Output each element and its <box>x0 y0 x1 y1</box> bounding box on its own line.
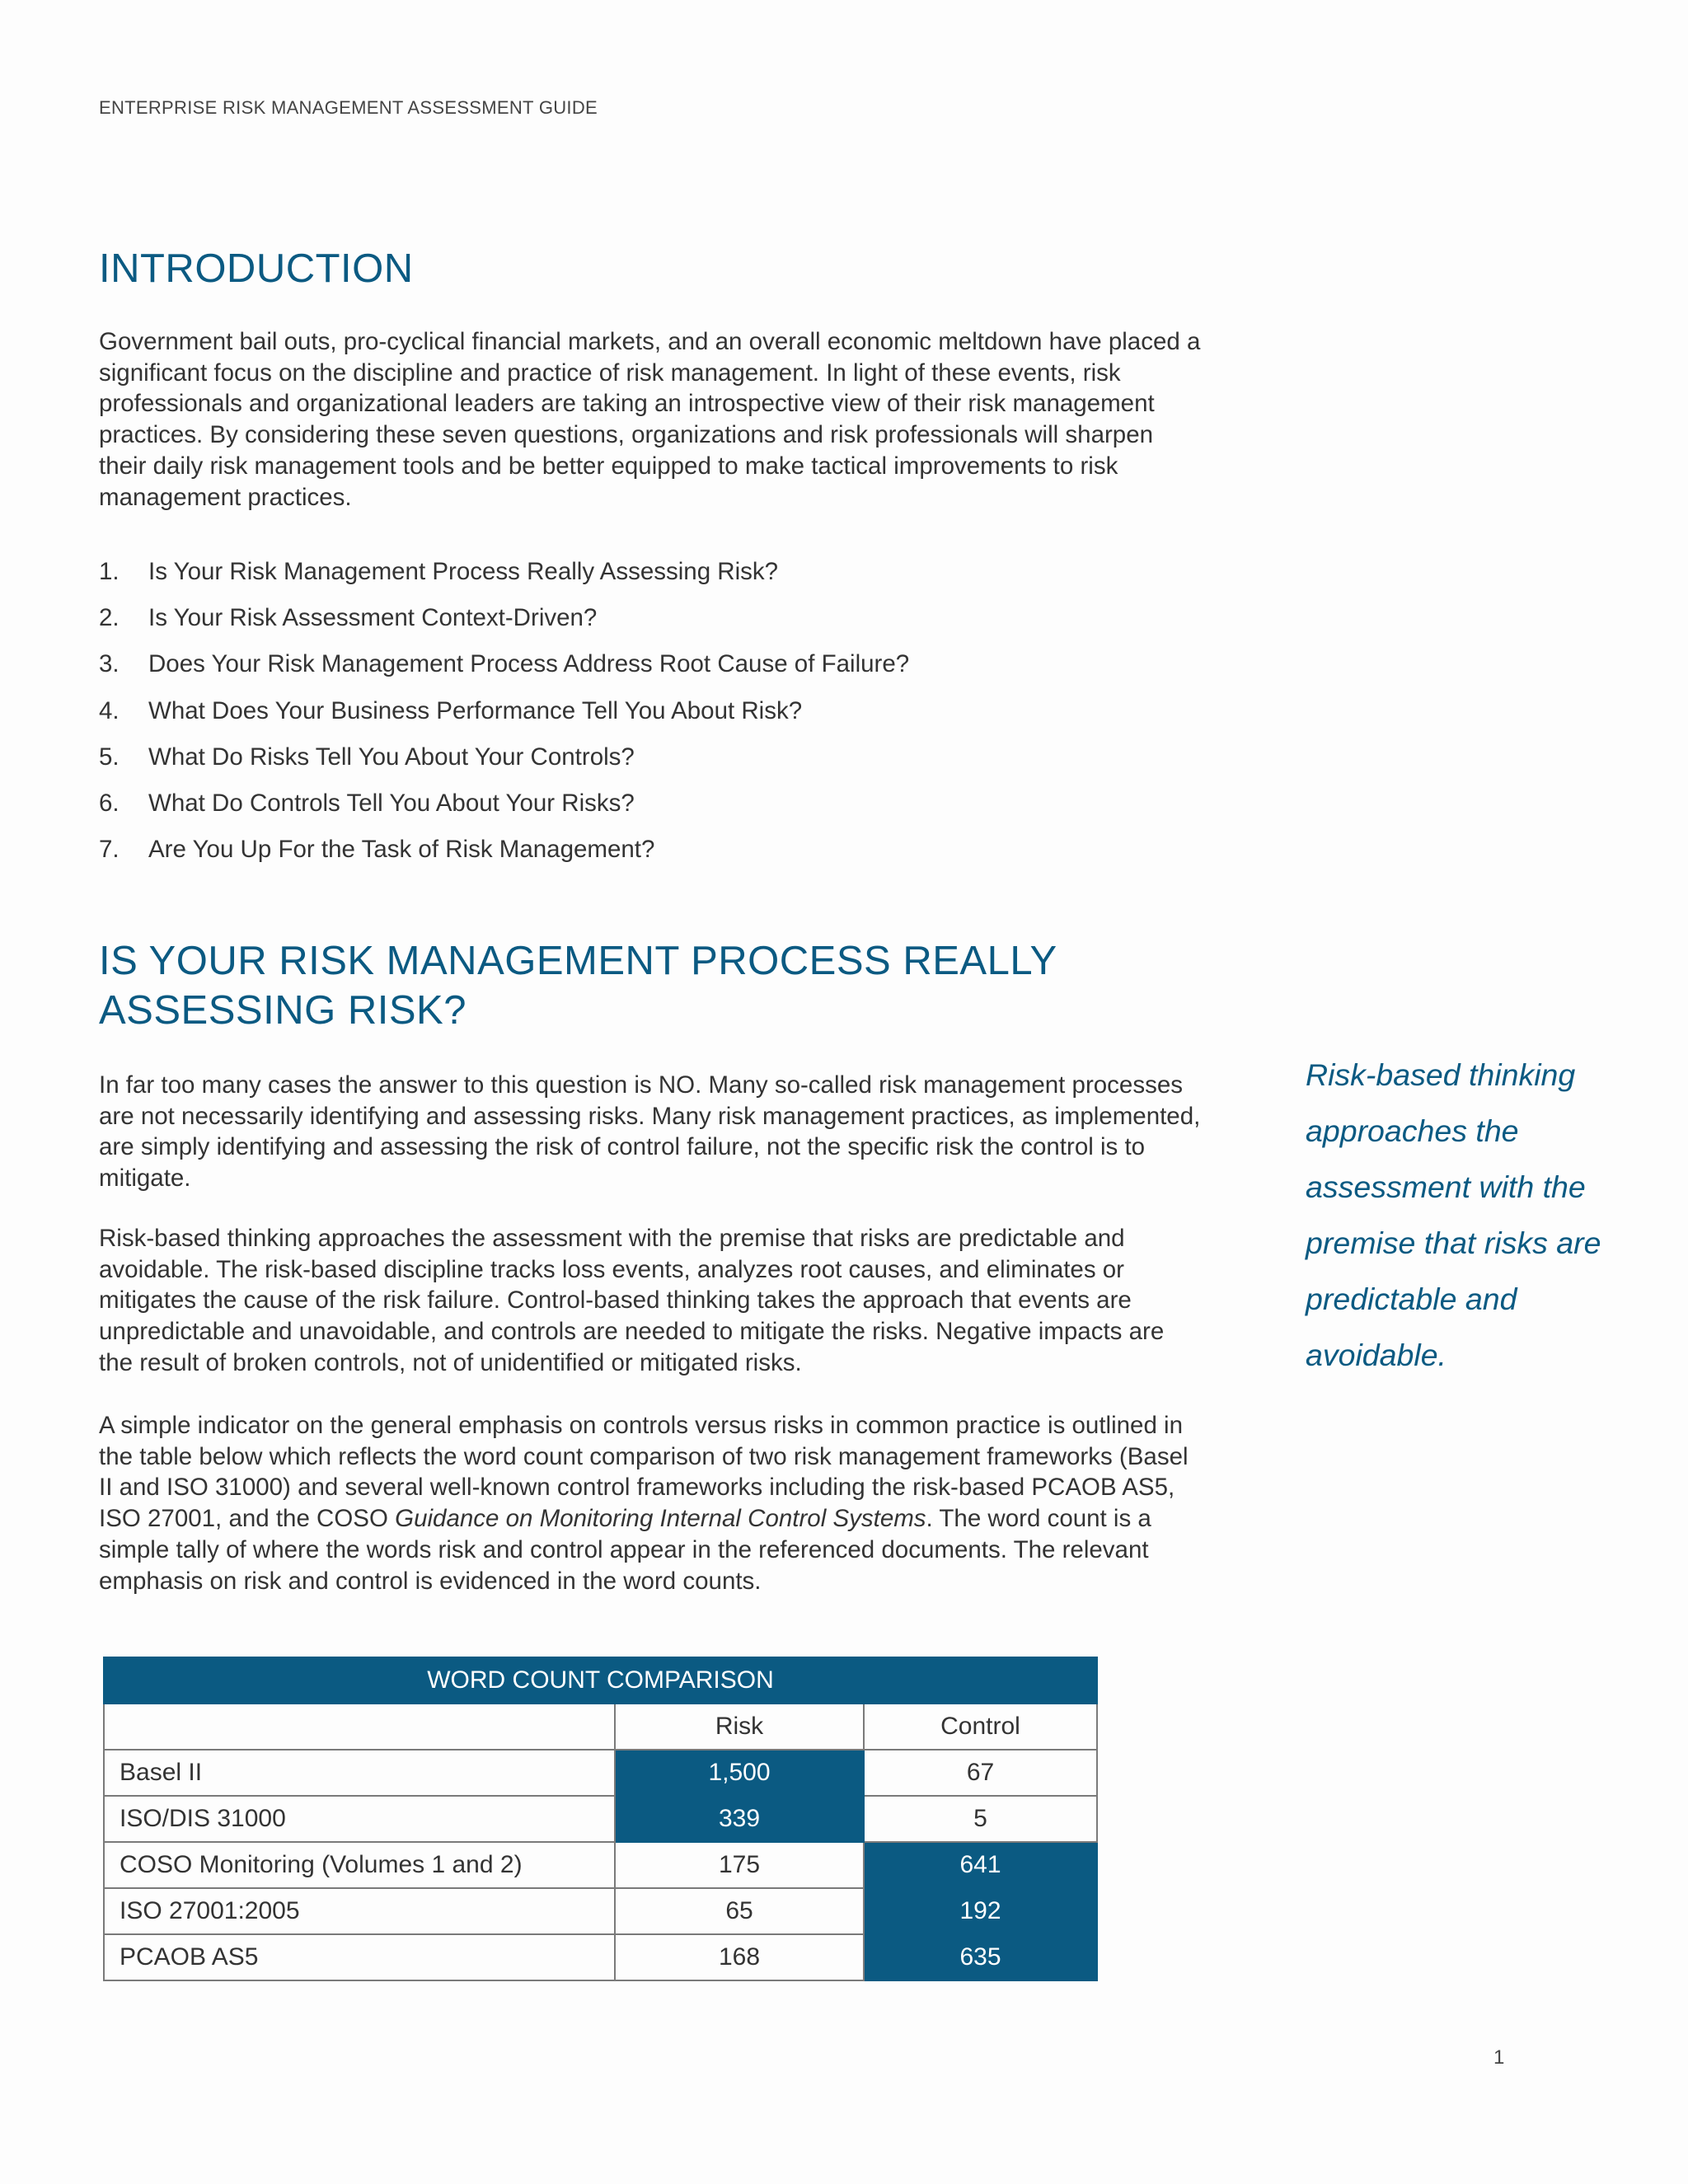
table-title: WORD COUNT COMPARISON <box>104 1657 1097 1704</box>
row-label: Basel II <box>104 1750 615 1796</box>
table-row <box>104 1750 1097 1796</box>
list-item: 5. What Do Risks Tell You About Your Controls? <box>99 743 635 771</box>
risk-count-cell: 175 <box>615 1842 864 1888</box>
row-label: ISO 27001:2005 <box>104 1888 615 1934</box>
list-item: 6. What Do Controls Tell You About Your Risks? <box>99 789 635 817</box>
list-item: 4. What Does Your Business Performance Tell You About Risk? <box>99 696 803 724</box>
table-row <box>104 1888 1097 1934</box>
introduction-heading: INTRODUCTION <box>99 246 414 291</box>
section-paragraph: In far too many cases the answer to this question is NO. Many so-called risk management processes are not necessarily identifying and assessing risks. Many risk management practices, as implemented, are simply identifying and assessing the risk of control failure, not the specific risk the control is to mitigate. <box>99 1071 1201 1193</box>
row-label: COSO Monitoring (Volumes 1 and 2) <box>104 1842 615 1888</box>
list-item: 3. Does Your Risk Management Process Address Root Cause of Failure? <box>99 650 910 678</box>
table-row <box>104 1796 1097 1842</box>
table-row <box>104 1842 1097 1888</box>
seven-questions-list <box>99 556 1170 880</box>
table-row <box>104 1934 1097 1980</box>
introduction-paragraph: Government bail outs, pro-cyclical financial markets, and an overall economic meltdown have placed a significant focus on the discipline and practice of risk management. In light of these events, risk professionals and organizational leaders are taking an introspective view of their risk management practices. By considering these seven questions, organizations and risk professionals will sharpen their daily risk management tools and be better equipped to make tactical improvements to risk management practices. <box>99 328 1201 511</box>
running-header: ENTERPRISE RISK MANAGEMENT ASSESSMENT GUIDE <box>99 97 598 118</box>
row-label: PCAOB AS5 <box>104 1934 615 1980</box>
list-item: 1. Is Your Risk Management Process Really Assessing Risk? <box>99 558 779 585</box>
pull-quote: Risk-based thinking approaches the assessment with the premise that risks are predictable and avoidable. <box>1306 1057 1601 1372</box>
risk-count-cell: 339 <box>615 1796 864 1842</box>
column-header-control: Control <box>864 1704 1097 1750</box>
page-number: 1 <box>1493 2046 1505 2069</box>
risk-count-cell: 168 <box>615 1934 864 1980</box>
column-header-risk: Risk <box>615 1704 864 1750</box>
list-item: 2. Is Your Risk Assessment Context-Driven? <box>99 604 598 632</box>
section-paragraph: A simple indicator on the general emphasis on controls versus risks in common practice is outlined in the table below which reflects the word count comparison of two risk management frameworks (Basel II and ISO 31000) and several well-known control frameworks including the risk-based PCAOB AS5, ISO 27001, and the COSO Guidance on Monitoring Internal Control Systems. The word count is a simple tally of where the words risk and control appear in the referenced documents. The relevant emphasis on risk and control is evidenced in the word counts. <box>99 1412 1189 1595</box>
table-title-row <box>104 1657 1097 1704</box>
row-label: ISO/DIS 31000 <box>104 1796 615 1842</box>
section-paragraph: Risk-based thinking approaches the assessment with the premise that risks are predictable and avoidable. The risk-based discipline tracks loss events, analyzes root causes, and eliminates or mitigates the cause of the risk failure. Control-based thinking takes the approach that events are unpredictable and unavoidable, and controls are needed to mitigate the risks. Negative impacts are the result of broken controls, not of unidentified or mitigated risks. <box>99 1225 1165 1376</box>
section-heading-assessing-risk: IS YOUR RISK MANAGEMENT PROCESS REALLY ASSESSING RISK? <box>99 939 1057 1033</box>
control-count-cell: 641 <box>864 1842 1097 1888</box>
control-count-cell: 192 <box>864 1888 1097 1934</box>
control-count-cell: 5 <box>864 1796 1097 1842</box>
risk-count-cell: 1,500 <box>615 1750 864 1796</box>
control-count-cell: 67 <box>864 1750 1097 1796</box>
control-count-cell: 635 <box>864 1934 1097 1980</box>
risk-count-cell: 65 <box>615 1888 864 1934</box>
word-count-table <box>103 1657 1098 1981</box>
header-empty-cell <box>104 1704 615 1750</box>
table-header-row <box>104 1704 1097 1750</box>
list-item: 7. Are You Up For the Task of Risk Management? <box>99 836 655 864</box>
